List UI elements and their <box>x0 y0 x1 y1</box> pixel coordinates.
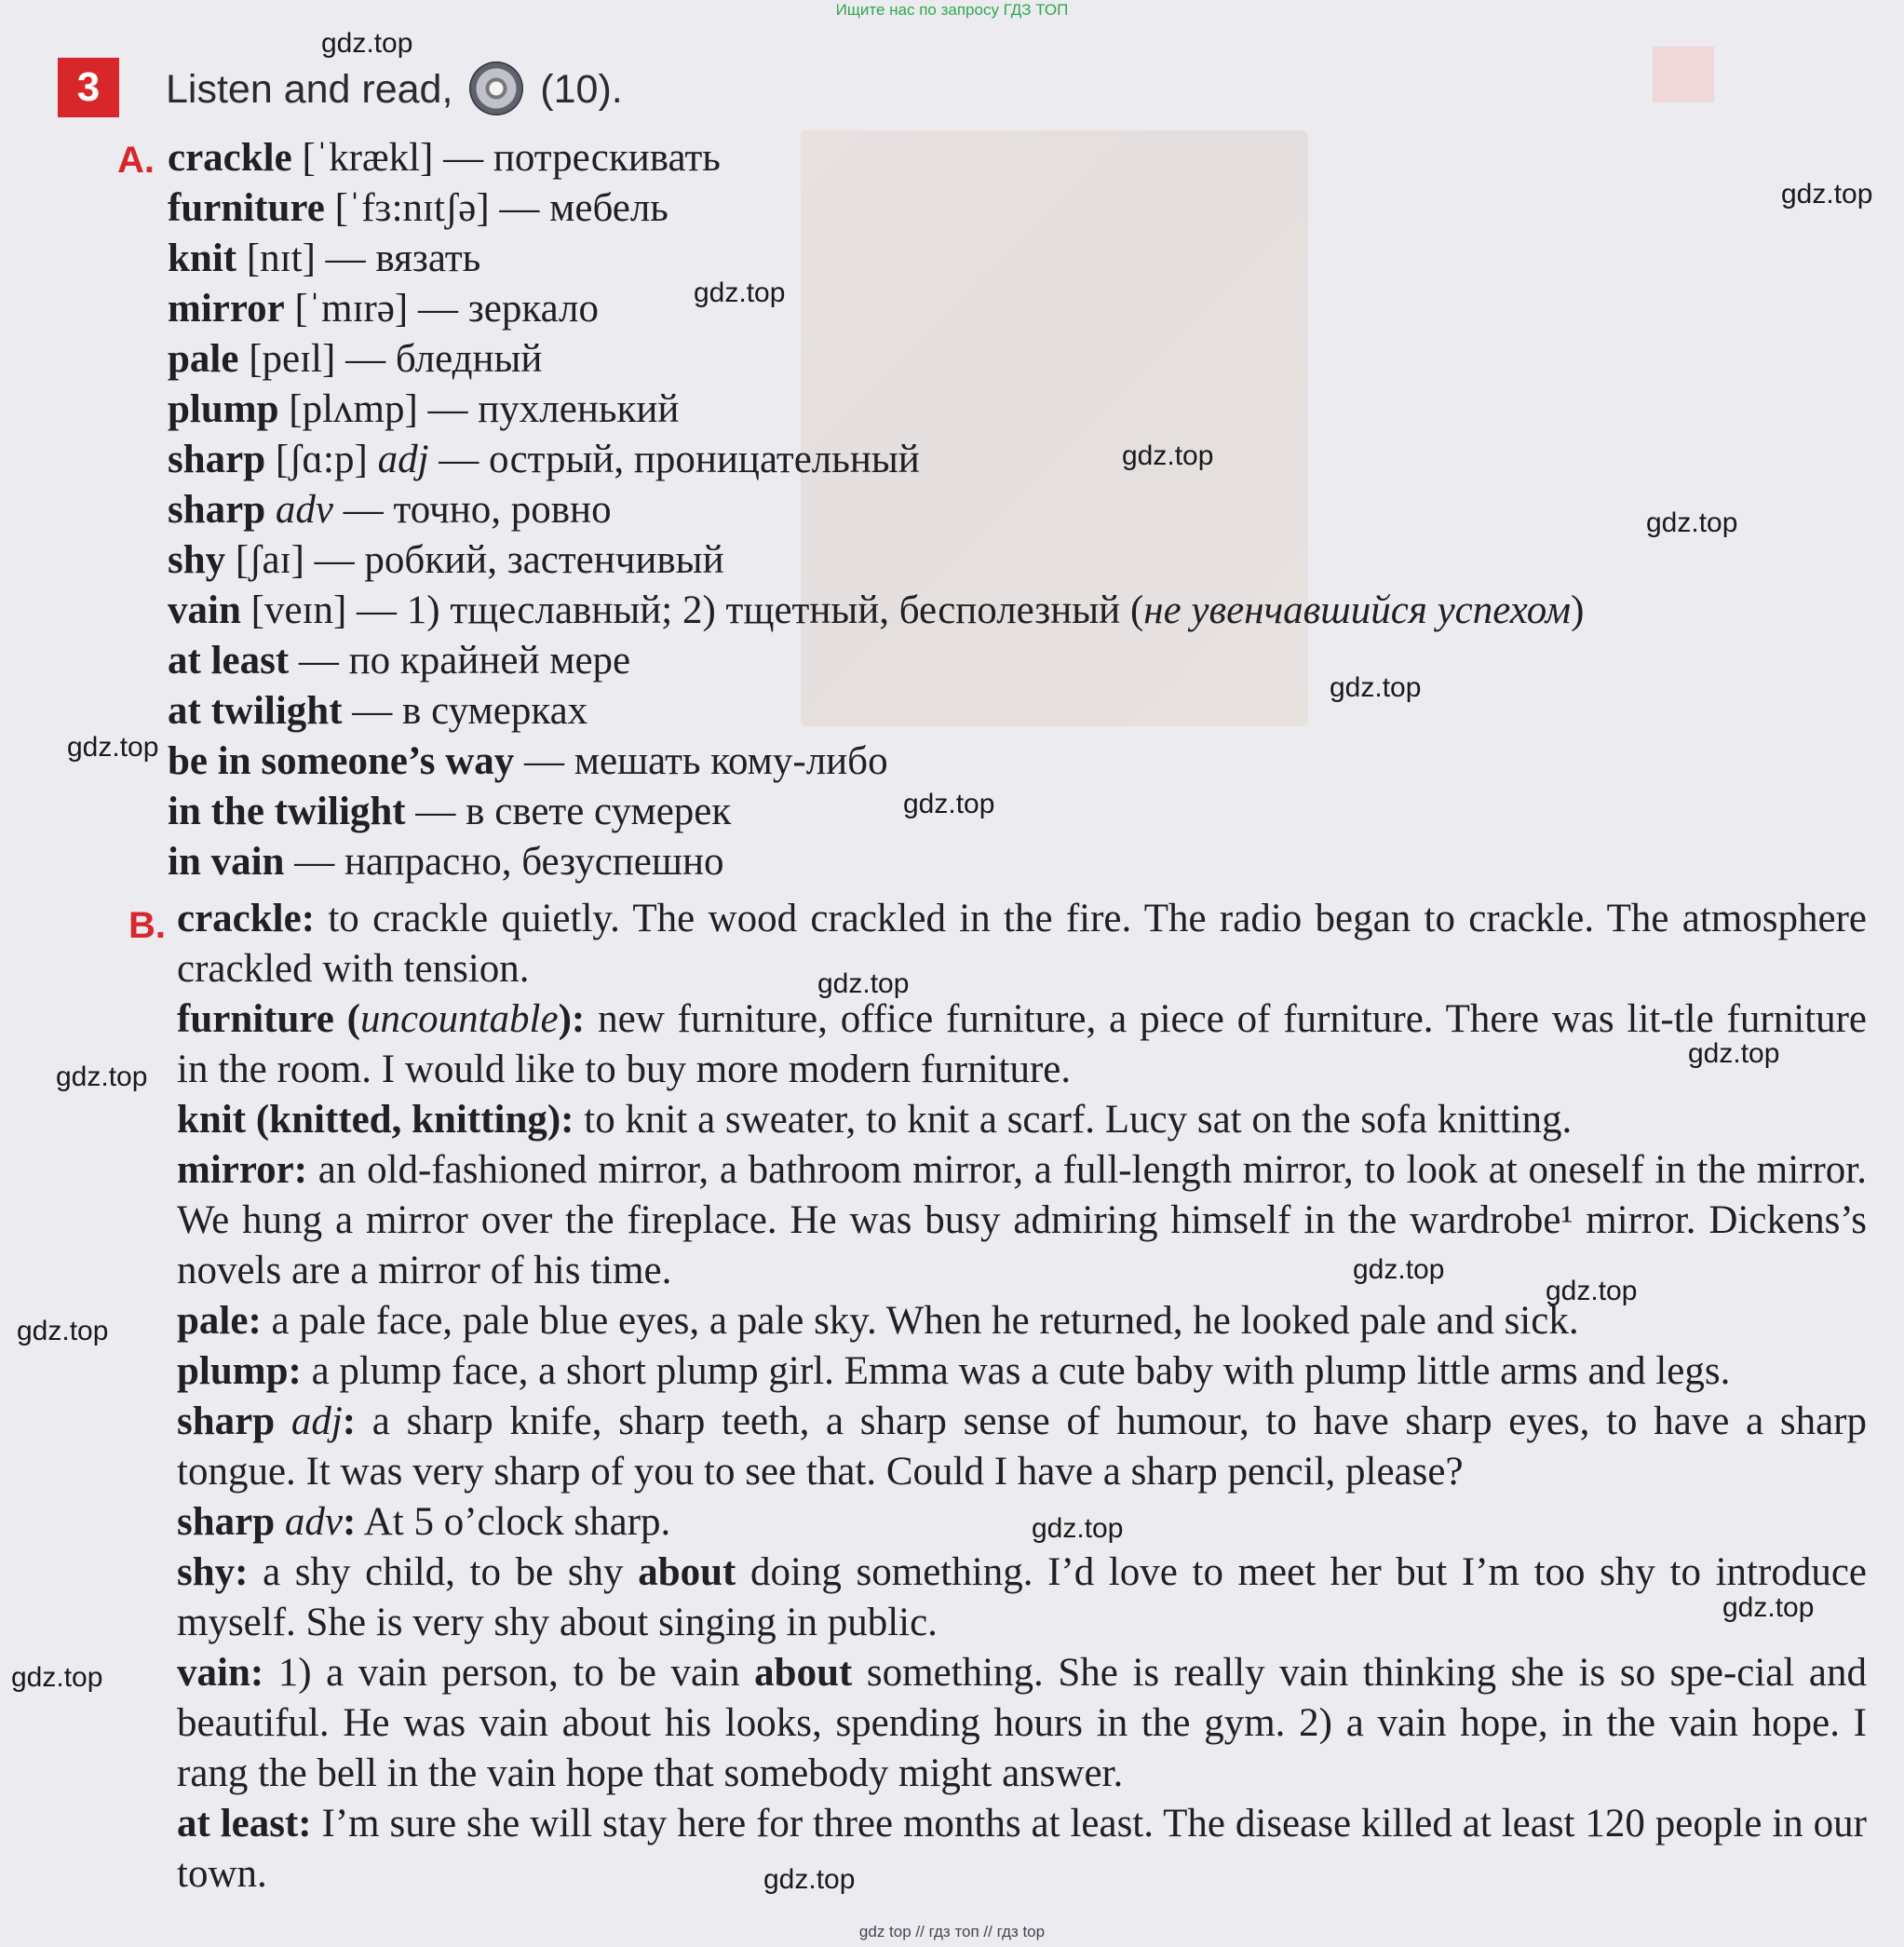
example-headword: shy: <box>177 1550 249 1594</box>
example-headword: pale: <box>177 1299 262 1343</box>
vocab-headword: at twilight <box>168 689 343 733</box>
cd-disc-icon <box>469 61 523 115</box>
vocab-headword: at least <box>168 639 290 683</box>
example-pos: uncountable <box>360 997 559 1041</box>
example-headword-end: : <box>343 1500 357 1544</box>
example-entry <box>177 1397 1867 1497</box>
track-number: (10). <box>540 67 623 112</box>
vocab-translation: [ˈkrækl] — потрескивать <box>291 136 721 180</box>
example-headword: mirror: <box>177 1148 308 1192</box>
example-headword: furniture ( <box>177 997 361 1041</box>
example-headword-end: ): <box>558 997 586 1041</box>
example-text-cont: something. She is really vain thinking she is so spe-cial and beautiful. He was vain about his looks, spending hours in the gym. 2) a vain hope, in the vain hope. I rang the bell in the vain hope that somebody might answer. <box>177 1651 1868 1795</box>
example-text: to crackle quietly. The wood crackled in the fire. The radio began to crackle. The atmosphere crackled with tension. <box>177 897 1867 991</box>
example-headword-end: : <box>342 1399 357 1443</box>
watermark-text: gdz.top <box>321 28 413 59</box>
example-entry <box>177 894 1867 994</box>
instruction-text: Listen and read, <box>166 67 453 112</box>
vocab-headword: mirror <box>168 287 285 331</box>
watermark-text: gdz.top <box>1688 1038 1780 1069</box>
vocab-entry <box>168 385 1584 435</box>
vocab-entry <box>168 284 1584 334</box>
example-entry <box>177 1548 1867 1648</box>
vocab-headword: in the twilight <box>168 790 406 833</box>
vocab-headword: be in someone’s way <box>168 739 515 783</box>
example-text: a plump face, a short plump girl. Emma was a cute baby with plump little arms and legs. <box>301 1349 1731 1393</box>
bleed-through-badge <box>1653 47 1714 102</box>
example-text-cont: doing something. I’d love to meet her but I’m too shy to introduce myself. She is very shy about singing in public. <box>177 1550 1867 1644</box>
vocab-entry <box>168 435 1584 485</box>
vocab-translation: — по крайней мере <box>289 639 631 683</box>
example-entry <box>177 994 1867 1095</box>
example-entry <box>177 1095 1867 1145</box>
vocab-headword: crackle <box>168 136 292 180</box>
example-text: a sharp knife, sharp teeth, a sharp sense of humour, to have sharp eyes, to have a sharp tongue. It was very sharp of you to see that. Could I have a sharp pencil, please? <box>177 1399 1867 1494</box>
vocab-entry <box>168 737 1584 787</box>
examples-list <box>177 894 1867 1900</box>
vocab-translation: [peɪl] — бледный <box>238 337 543 381</box>
vocab-note: adj <box>377 438 429 481</box>
vocab-translation: [nɪt] — вязать <box>236 237 481 280</box>
watermark-text: gdz.top <box>1781 179 1873 210</box>
vocab-entry <box>168 787 1584 837</box>
vocab-translation: [plʌmp] — пухленький <box>278 387 680 431</box>
vocab-entry <box>168 234 1584 284</box>
watermark-text: gdz.top <box>1330 672 1422 703</box>
example-text: 1) a vain person, to be vain <box>263 1651 755 1695</box>
example-text: to knit a sweater, to knit a scarf. Lucy sat on the sofa knitting. <box>574 1098 1573 1142</box>
vocab-entry <box>168 334 1584 385</box>
exercise-instruction <box>166 61 623 115</box>
example-text: a shy child, to be shy <box>248 1550 639 1594</box>
vocab-headword: vain <box>168 588 241 632</box>
watermark-text: gdz.top <box>1122 440 1214 471</box>
example-headword: vain: <box>177 1651 264 1695</box>
vocab-entry <box>168 133 1584 183</box>
vocab-translation: [veɪn] — 1) тщеславный; 2) тщетный, бесполезный ( <box>240 588 1144 632</box>
watermark-text: gdz.top <box>817 968 910 999</box>
example-headword: sharp <box>177 1500 285 1544</box>
vocab-headword: plump <box>168 387 279 431</box>
watermark-text: gdz.top <box>1546 1276 1638 1306</box>
vocab-headword: sharp <box>168 488 266 532</box>
watermark-text: gdz.top <box>11 1662 103 1693</box>
example-entry <box>177 1346 1867 1397</box>
watermark-text: gdz.top <box>67 732 159 763</box>
vocab-entry <box>168 837 1584 887</box>
footer-links[interactable]: gdz top // гдз топ // гдз top <box>858 1923 1046 1940</box>
watermark-text: gdz.top <box>1646 507 1738 538</box>
section-b-letter: B. <box>128 905 166 946</box>
vocab-translation: — в свете сумерек <box>405 790 732 833</box>
example-entry <box>177 1145 1867 1296</box>
vocab-translation <box>265 488 276 532</box>
vocab-translation: [ˈmɪrə] — зеркало <box>284 287 599 331</box>
section-a-letter: A. <box>117 140 155 181</box>
example-entry <box>177 1799 1867 1900</box>
example-emphasis: about <box>638 1550 736 1594</box>
example-text: new furniture, office furniture, a piece of furniture. There was lit-tle furniture in the room. I would like to buy more modern furniture. <box>177 997 1867 1091</box>
example-text: I’m sure she will stay here for three months at least. The disease killed at least 120 people in our town. <box>177 1802 1867 1896</box>
example-entry <box>177 1648 1867 1799</box>
vocab-note: не увенчавшийся успехом <box>1143 588 1572 632</box>
watermark-text: gdz.top <box>17 1316 109 1346</box>
example-text: a pale face, pale blue eyes, a pale sky. When he returned, he looked pale and sick. <box>261 1299 1579 1343</box>
watermark-text: gdz.top <box>56 1061 148 1092</box>
vocabulary-list <box>168 133 1584 887</box>
watermark-text: gdz.top <box>763 1864 856 1895</box>
vocab-entry <box>168 535 1584 586</box>
example-entry <box>177 1497 1867 1548</box>
example-pos: adj <box>290 1399 343 1443</box>
vocab-headword: knit <box>168 237 237 280</box>
vocab-headword: pale <box>168 337 239 381</box>
example-emphasis: about <box>754 1651 853 1695</box>
watermark-text: gdz.top <box>694 277 786 308</box>
example-headword: plump: <box>177 1349 302 1393</box>
vocab-translation: — в сумерках <box>342 689 588 733</box>
vocab-headword: shy <box>168 538 226 582</box>
watermark-text: gdz.top <box>1353 1254 1445 1285</box>
vocab-headword: furniture <box>168 186 325 230</box>
example-headword: sharp <box>177 1399 291 1443</box>
example-headword: at least: <box>177 1802 312 1846</box>
watermark-text: gdz.top <box>1032 1513 1124 1544</box>
vocab-headword: in vain <box>168 840 285 884</box>
example-text: At 5 o’clock sharp. <box>356 1500 671 1544</box>
watermark-text: gdz.top <box>903 789 995 819</box>
example-headword: crackle: <box>177 897 316 940</box>
vocab-entry <box>168 183 1584 234</box>
vocab-note: adv <box>275 488 333 532</box>
exercise-number-badge: 3 <box>58 58 119 117</box>
vocab-translation: [ˈfɜ:nɪtʃə] — мебель <box>324 186 668 230</box>
example-headword: knit (knitted, knitting): <box>177 1098 574 1142</box>
vocab-translation-cont: — острый, проницательный <box>428 438 920 481</box>
vocab-translation: — мешать кому-либо <box>514 739 888 783</box>
vocab-translation: [ʃɑ:p] <box>265 438 378 481</box>
vocab-translation: — напрасно, безуспешно <box>284 840 724 884</box>
watermark-text: gdz.top <box>1722 1592 1815 1623</box>
vocab-headword: sharp <box>168 438 266 481</box>
vocab-translation-cont: ) <box>1571 588 1585 632</box>
example-text: an old-fashioned mirror, a bathroom mirror, a full-length mirror, to look at oneself in the mirror. We hung a mirror over the fireplace. He was busy admiring himself in the wardrobe¹ mirror. Dickens’s novels are a mirror of his time. <box>177 1148 1867 1292</box>
example-pos: adv <box>284 1500 343 1544</box>
vocab-translation-cont: — точно, ровно <box>333 488 612 532</box>
vocab-entry <box>168 586 1584 636</box>
search-banner[interactable]: Ищите нас по запросу ГДЗ ТОП <box>835 1 1069 19</box>
vocab-translation: [ʃaɪ] — робкий, застенчивый <box>225 538 724 582</box>
vocab-entry <box>168 485 1584 535</box>
